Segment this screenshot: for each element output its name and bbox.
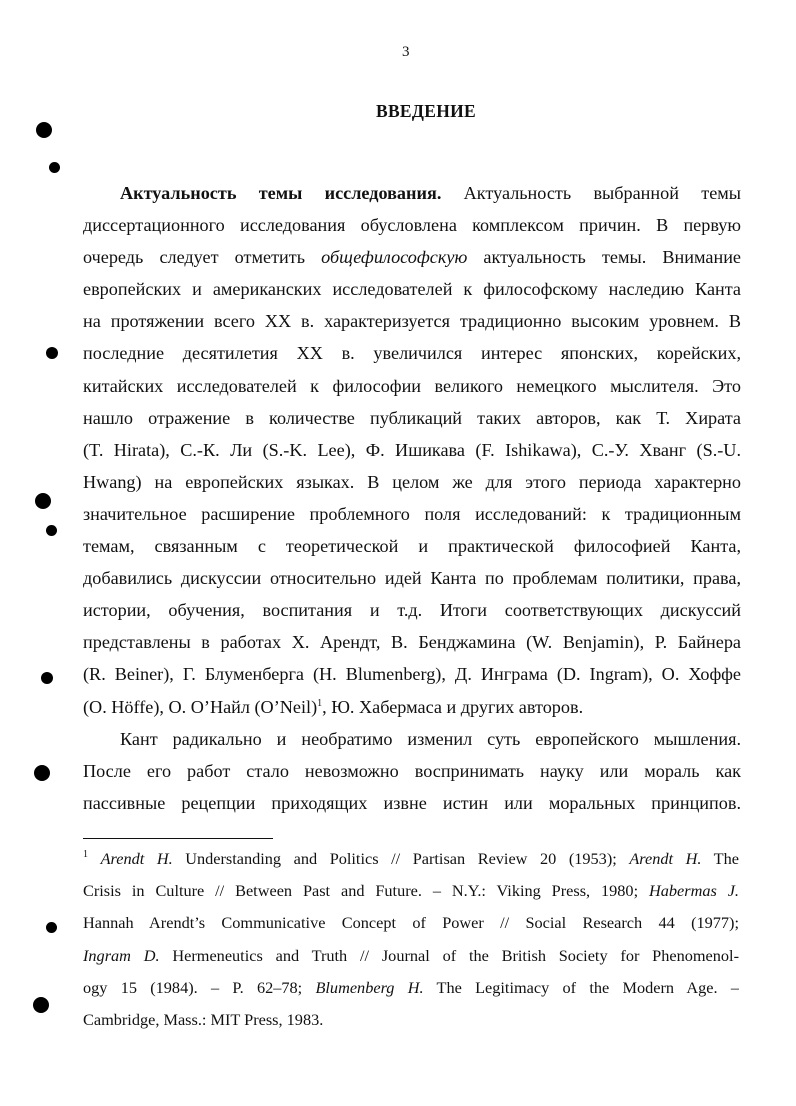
footnote bbox=[83, 843, 739, 1036]
text-line: После его работ стало невозможно воспринимать науку или мораль как bbox=[83, 760, 741, 781]
footnote-line: Crisis in Culture // Between Past and Future. – N.Y.: Viking Press, 1980; Habermas J. bbox=[83, 881, 739, 901]
text-line: добавились дискуссии относительно идей Канта по проблемам политики, права, bbox=[83, 568, 741, 589]
punch-hole-mark bbox=[36, 122, 52, 138]
text-line: китайских исследователей к философии великого немецкого мыслителя. Это bbox=[83, 375, 741, 396]
text-line: (O. Höffe), О. О’Найл (O’Neil)$^1$, Ю. Хабермаса и других авторов. bbox=[83, 696, 584, 717]
punch-hole-mark bbox=[49, 162, 60, 173]
footnote-line: $^1$ Arendt H. Understanding and Politics // Partisan Review 20 (1953); Arendt H. The bbox=[83, 849, 739, 868]
page-number: 3 bbox=[402, 44, 410, 60]
footnote-line: ogy 15 (1984). – P. 62–78; Blumenberg H. The Legitimacy of the Modern Age. – bbox=[83, 977, 739, 997]
text-line: Актуальность темы исследования. Актуальность выбранной темы bbox=[120, 183, 741, 203]
punch-hole-mark bbox=[41, 672, 53, 684]
text-line: истории, обучения, воспитания и т.д. Итоги соответствующих дискуссий bbox=[83, 600, 741, 621]
text-line: на протяжении всего XX в. характеризуется традиционно высоким уровнем. В bbox=[83, 311, 741, 332]
text-line: значительное расширение проблемного поля исследований: к традиционным bbox=[83, 503, 741, 524]
punch-hole-mark bbox=[35, 493, 51, 509]
punch-hole-mark bbox=[34, 765, 50, 781]
text-line: пассивные рецепции приходящих извне истин или моральных принципов. bbox=[83, 792, 741, 813]
text-line: очередь следует отметить общефилософскую актуальность темы. Внимание bbox=[83, 247, 741, 268]
footnote-marker: 1 bbox=[83, 849, 88, 860]
footnote-line: Hannah Arendt’s Communicative Concept of Power // Social Research 44 (1977); bbox=[83, 913, 739, 933]
punch-hole-mark bbox=[46, 347, 58, 359]
text-line: Кант радикально и необратимо изменил суть европейского мышления. bbox=[120, 728, 741, 749]
text-line: темам, связанным с теоретической и практической философией Канта, bbox=[83, 536, 741, 557]
footnote-line: Ingram D. Hermeneutics and Truth // Journal of the British Society for Phenomenol- bbox=[83, 945, 739, 965]
footnote-reference[interactable]: 1 bbox=[317, 697, 323, 709]
text-line: (T. Hirata), С.-К. Ли (S.-K. Lee), Ф. Ишикава (F. Ishikawa), С.-У. Хванг (S.-U. bbox=[83, 439, 741, 460]
footnote-separator bbox=[83, 838, 273, 839]
footnote-line: Cambridge, Mass.: MIT Press, 1983. bbox=[83, 1009, 324, 1029]
punch-hole-mark bbox=[33, 997, 49, 1013]
text-line: (R. Beiner), Г. Блуменберга (H. Blumenberg), Д. Инграма (D. Ingram), О. Хоффе bbox=[83, 664, 741, 685]
lead-bold: Актуальность темы исследования. bbox=[120, 183, 442, 203]
section-heading: ВВЕДЕНИЕ bbox=[375, 101, 477, 121]
punch-hole-mark bbox=[46, 525, 57, 536]
text-line: последние десятилетия XX в. увеличился интерес японских, корейских, bbox=[83, 343, 741, 364]
text-line: представлены в работах Х. Арендт, В. Бенджамина (W. Benjamin), Р. Байнера bbox=[83, 632, 741, 653]
text-line: нашло отражение в количестве публикаций таких авторов, как Т. Хирата bbox=[83, 407, 741, 428]
main-text bbox=[83, 177, 741, 819]
text-line: диссертационного исследования обусловлена комплексом причин. В первую bbox=[83, 215, 741, 236]
text-line: европейских и американских исследователей к философскому наследию Канта bbox=[83, 279, 741, 300]
emphasis: общефилософскую bbox=[321, 247, 468, 268]
text-line: Hwang) на европейских языках. В целом же для этого периода характерно bbox=[83, 471, 741, 492]
punch-hole-mark bbox=[46, 922, 57, 933]
